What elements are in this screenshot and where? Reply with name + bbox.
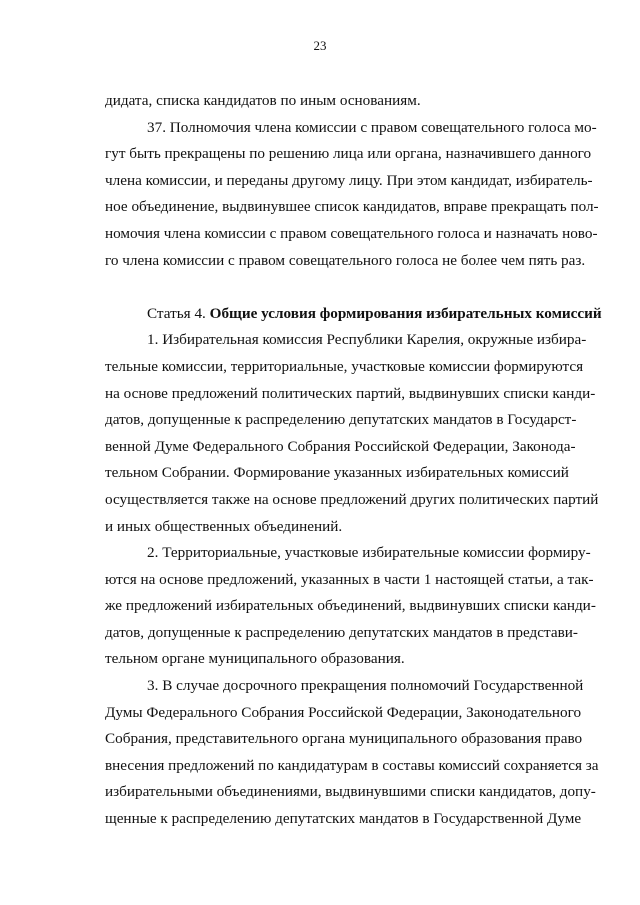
text-line: 37. Полномочия члена комиссии с правом совещательного голоса мо-: [147, 118, 597, 136]
section-gap: [105, 274, 533, 301]
text-line: тельные комиссии, территориальные, участковые комиссии формируются: [105, 357, 584, 375]
paragraph: [105, 115, 599, 275]
text-line: номочия члена комиссии с правом совещательного голоса и назначать ново-: [105, 224, 598, 242]
page-number: 23: [313, 38, 327, 53]
text-line: внесения предложений по кандидатурам в составы комиссий сохраняется за: [105, 756, 599, 774]
article-section: [105, 327, 599, 832]
text-line: же предложений избирательных объединений, выдвинувших списки канди-: [105, 597, 596, 615]
text-line: осуществляется также на основе предложений других политических партий: [105, 490, 599, 508]
text-line: датов, допущенные к распределению депутатских мандатов в Государст-: [105, 411, 577, 429]
paragraph: [105, 88, 533, 115]
paragraph: [105, 673, 599, 833]
article-heading: [105, 301, 602, 328]
text-line: Думы Федерального Собрания Российской Федерации, Законодательного: [105, 703, 582, 721]
preceding-section: [105, 88, 599, 274]
text-line: тельном органе муниципального образования.: [105, 650, 405, 668]
text-line: избирательными объединениями, выдвинувшими списки кандидатов, допу-: [105, 783, 596, 801]
text-line: го члена комиссии с правом совещательного голоса не более чем пять раз.: [105, 251, 586, 269]
text-line: Собрания, представительного органа муниципального образования право: [105, 730, 583, 748]
text-line: дидата, списка кандидатов по иным основаниям.: [105, 92, 421, 109]
text-line: гут быть прекращены по решению лица или органа, назначившего данного: [105, 145, 592, 163]
text-line: тельном Собрании. Формирование указанных избирательных комиссий: [105, 464, 569, 482]
paragraph: [105, 540, 596, 673]
text-line: венной Думе Федерального Собрания Российской Федерации, Законода-: [105, 437, 576, 455]
text-line: члена комиссии, и переданы другому лицу. При этом кандидат, избиратель-: [105, 171, 593, 189]
text-line: 3. В случае досрочного прекращения полномочий Государственной: [147, 677, 584, 695]
text-line: и иных общественных объединений.: [105, 517, 343, 535]
text-line: ются на основе предложений, указанных в части 1 настоящей статьи, а так-: [105, 570, 594, 588]
text-line: ное объединение, выдвинувшее список кандидатов, вправе прекращать пол-: [105, 198, 599, 216]
paragraph: [105, 327, 599, 540]
article-label: Статья 4.: [147, 304, 206, 322]
text-line: щенные к распределению депутатских мандатов в Государственной Думе: [105, 810, 582, 828]
text-line: на основе предложений политических партий, выдвинувших списки канди-: [105, 384, 596, 402]
document-body: [105, 88, 602, 833]
text-line: 1. Избирательная комиссия Республики Карелия, окружные избира-: [147, 331, 587, 349]
text-line: 2. Территориальные, участковые избирательные комиссии формиру-: [147, 544, 591, 562]
text-line: датов, допущенные к распределению депутатских мандатов в представи-: [105, 623, 578, 641]
article-title: Общие условия формирования избирательных комиссий: [209, 304, 602, 322]
